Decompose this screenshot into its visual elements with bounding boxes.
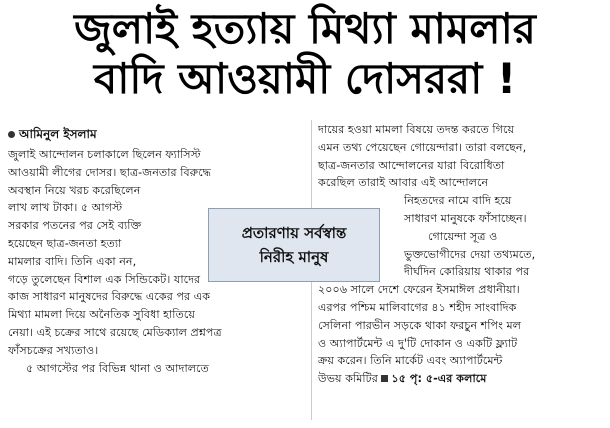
paragraph-line: গড়ে তুলেছেন বিশাল এক সিন্ডিকেট। যাদের [8,272,201,286]
paragraph-line: এরপর পশ্চিম মালিবাগের ৪১ শহীদ সাংবাদিক [318,300,517,314]
pull-quote-line-2: নিরীহ মানুষ [259,248,329,266]
headline-line-2: বাদি আওয়ামী দোসররা ! [93,54,517,103]
headline-line-1: জুলাই হত্যায় মিথ্যা মামলার [74,4,536,53]
paragraph-line: ভুক্তভোগীদের দেয়া তথ্যমতে, [404,247,536,261]
paragraph-line: জুলাই আন্দোলন চলাকালে ছিলেন ফ্যাসিস্ট [8,148,201,161]
paragraph-line: আওয়ামী লীগের দোসর। ছাত্র-জনতার বিরুদ্ধে [8,165,211,179]
paragraph-line: মামলার বাদি। তিনি একা নন, [8,254,137,268]
pull-quote [208,208,380,282]
author-name: আমিনুল ইসলাম [19,127,97,141]
paragraph-line: ৫ আগস্টের পর বিভিন্ন থানা ও আদালতে [26,361,209,375]
byline [8,126,97,146]
paragraph-line: নিহতদের নামে বাদি হয়ে [404,194,512,208]
paragraph-line: সাধারণ মানুষকে ফাঁসাচ্ছেন। [404,211,527,225]
jump-text: ১৫ পৃ: ৫-এর কলামে [391,372,487,386]
paragraph-line: এমন তথ্য পেয়েছেন গোয়েন্দারা। তারা বলছেন, [318,140,527,154]
paragraph-line: করেছিল তারাই আবার এই আন্দোলনে [318,176,489,190]
paragraph-line: ছাত্র-জনতার আন্দোলনের যারা বিরোধিতা [318,158,505,172]
paragraph-line: লাখ লাখ টাকা। ৫ আগস্ট [8,201,123,215]
paragraph-line: দীর্ঘদিন কোরিয়ায় থাকার পর [404,265,530,279]
paragraph-line: ফাঁসচক্রের সখ্যতাও। [8,343,99,357]
pull-quote-line-1: প্রতারণায় সর্বস্বান্ত [241,224,347,242]
paragraph-line: উভয় কমিটির [318,372,378,386]
paragraph-line: হয়েছেন ছাত্র-জনতা হত্যা [8,236,122,250]
paragraph-line: অবস্থান নিয়ে খরচ করেছিলেন [8,183,141,197]
paragraph-line: কাজ সাধারণ মানুষদের বিরুদ্ধে একের পর এক [8,290,211,304]
paragraph-line: সরকার পতনের পর সেই ব্যক্তি [8,219,142,233]
square-bullet-icon [381,375,388,382]
paragraph-line: গোয়েন্দা সূত্র ও [428,229,498,243]
last-line [318,370,606,388]
paragraph-line: মিথ্যা মামলা দিয়ে অনৈতিক সুবিধা হাতিয়ে [8,308,195,322]
paragraph-line: সেলিনা পারভীন সড়কে থাকা ফরচুন শপিং মল [318,318,522,332]
bullet-icon [8,131,15,138]
paragraph-line: দায়ের হওয়া মামলা বিষয়ে তদন্ত করতে গিয়ে [318,123,515,136]
paragraph-line: ও অ্যাপার্টমেন্ট এ দু'টি দোকান ও একটি ফ্ল্যাট [318,336,518,350]
headline [0,4,610,104]
continuation-jump [381,372,486,385]
paragraph-line: নেয়া। এই চক্রের সাথে রয়েছে মেডিক্যাল প্রশ্নপত্র [8,325,222,339]
paragraph-line: ২০০৬ সালে দেশে ফেরেন ইসমাঈল প্রধানীয়া। [318,283,520,297]
paragraph-line: ক্রয় করেন। তিনি মার্কেট এবং অ্যাপার্টমেন্ট [318,354,503,368]
